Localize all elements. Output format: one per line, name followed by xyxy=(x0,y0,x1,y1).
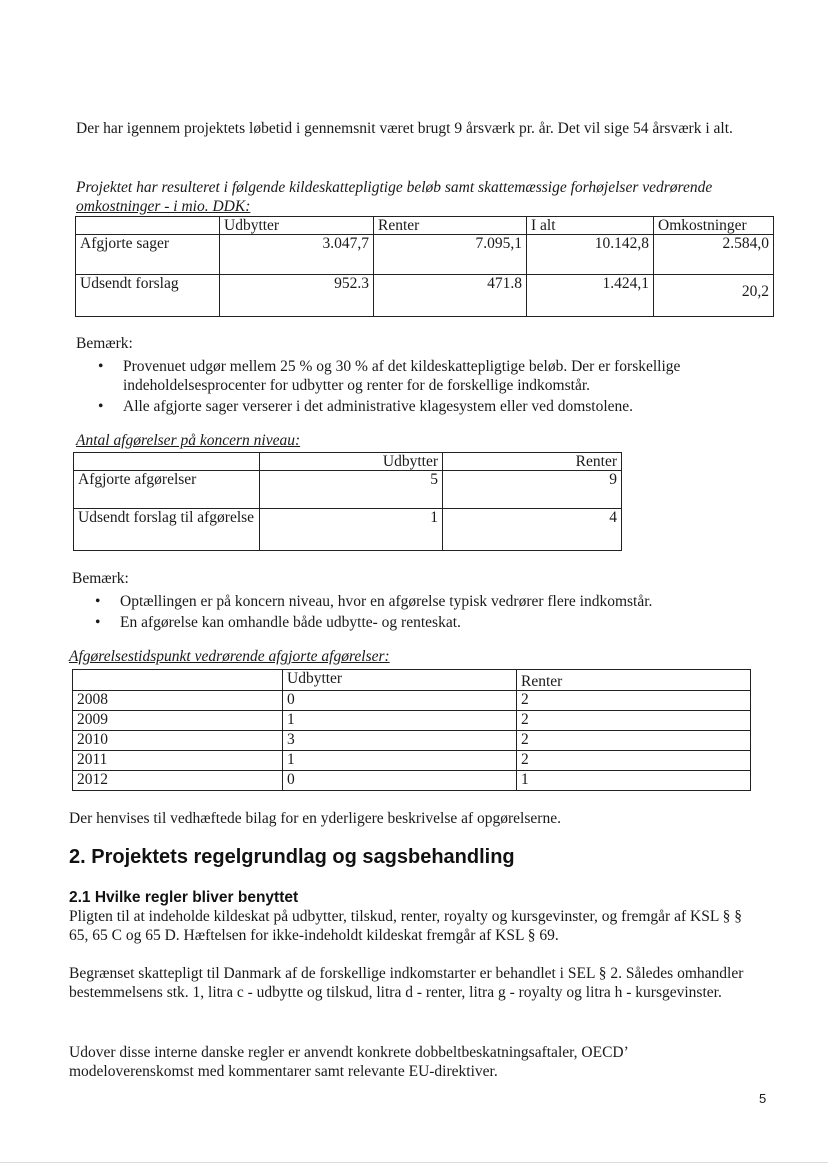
table-header-cell: Udbytter xyxy=(283,670,517,691)
table1-caption-line1: Projektet har resulteret i følgende kildeskattepligtige beløb samt skattemæssige forhøjelser vedrørende xyxy=(76,179,713,196)
table-row xyxy=(76,275,774,317)
table-header-cell xyxy=(74,453,260,471)
table-cell: 20,2 xyxy=(654,275,774,317)
table-cell: 3 xyxy=(283,731,517,751)
table-cell: 471.8 xyxy=(374,275,527,317)
subsection-heading: 2.1 Hvilke regler bliver benyttet xyxy=(69,889,299,906)
rules-paragraph-2: Begrænset skattepligt til Danmark af de forskellige indkomstarter er behandlet i SEL § 2. Således omhandler bestemmelsens stk. 1, litra c - udbytte og tilskud, litra d - renter, litra g - royalty og litra h - kursgevinster. xyxy=(69,965,744,1001)
table-cell: 2009 xyxy=(73,711,283,731)
table-header-cell: I alt xyxy=(527,217,654,235)
list-item xyxy=(98,357,768,395)
bullet-icon: • xyxy=(95,614,101,631)
table-cell: 4 xyxy=(443,509,622,551)
intro-paragraph: Der har igennem projektets løbetid i gennemsnit været brugt 9 årsværk pr. år. Det vil sige 54 årsværk i alt. xyxy=(76,120,733,137)
list-item-text: Optællingen er på koncern niveau, hvor en afgørelse typisk vedrører flere indkomstår. xyxy=(120,593,653,610)
table-cell: 5 xyxy=(260,471,443,509)
list-item-text: Provenuet udgør mellem 25 % og 30 % af det kildeskattepligtige beløb. Der er forskellige indeholdelsesprocenter for udbytter og renter for de forskellige indkomstår. xyxy=(123,358,681,394)
table-row xyxy=(73,771,751,791)
table1-caption xyxy=(76,178,786,216)
table-header-cell: Omkostninger xyxy=(654,217,774,235)
section-heading: 2. Projektets regelgrundlag og sagsbehandling xyxy=(69,846,515,868)
list-item-text: En afgørelse kan omhandle både udbytte- og renteskat. xyxy=(120,614,461,631)
table-header-cell: Renter xyxy=(443,453,622,471)
table-header-cell: Udbytter xyxy=(260,453,443,471)
table-header-cell: Udbytter xyxy=(220,217,374,235)
table-cell: 9 xyxy=(443,471,622,509)
table-row xyxy=(73,691,751,711)
table-cell: 3.047,7 xyxy=(220,235,374,275)
table3-caption: Afgørelsestidspunkt vedrørende afgjorte afgørelser: xyxy=(69,648,390,665)
table2-caption: Antal afgørelser på koncern niveau: xyxy=(76,432,301,449)
table-cell: 1.424,1 xyxy=(527,275,654,317)
table-row xyxy=(73,731,751,751)
bullet-icon: • xyxy=(98,398,104,415)
list-item xyxy=(95,613,785,632)
table-cell: Udsendt forslag xyxy=(76,275,220,317)
table-header-cell xyxy=(73,670,283,691)
table-cell: 0 xyxy=(283,691,517,711)
table-cell: 952.3 xyxy=(220,275,374,317)
table1-caption-line2: omkostninger - i mio. DDK: xyxy=(76,198,251,215)
table-header-cell xyxy=(76,217,220,235)
table-cell: Afgjorte afgørelser xyxy=(74,471,260,509)
table-header-cell: Renter xyxy=(374,217,527,235)
table-cell: 2010 xyxy=(73,731,283,751)
timing-table xyxy=(72,669,751,791)
table-cell: 2011 xyxy=(73,751,283,771)
rules-paragraph-1: Pligten til at indeholde kildeskat på udbytter, tilskud, renter, royalty og kursgevinster, og fremgår af KSL § § 65, 65 C og 65 D. Hæftelsen for ikke-indeholdt kildeskat fremgår af KSL § 69. xyxy=(69,908,742,944)
table-row xyxy=(73,711,751,731)
table-header-cell: Renter xyxy=(517,670,751,691)
table-cell: 10.142,8 xyxy=(527,235,654,275)
table-cell: 2 xyxy=(517,711,751,731)
note1-title: Bemærk: xyxy=(76,335,133,352)
table-cell: 2 xyxy=(517,751,751,771)
note2-list xyxy=(95,592,785,632)
list-item-text: Alle afgjorte sager verserer i det administrative klagesystem eller ved domstolene. xyxy=(123,398,634,415)
table-header-row xyxy=(74,453,622,471)
table-cell: 1 xyxy=(283,751,517,771)
list-item xyxy=(95,592,785,611)
table-row xyxy=(74,471,622,509)
table-cell: 1 xyxy=(517,771,751,791)
table-cell: 1 xyxy=(283,711,517,731)
page-bottom-divider xyxy=(0,1162,828,1163)
decisions-table xyxy=(73,452,622,551)
table-header-row xyxy=(76,217,774,235)
page-number: 5 xyxy=(759,1091,767,1106)
table-header-row xyxy=(73,670,751,691)
table-cell: 2 xyxy=(517,691,751,711)
table-cell: 2008 xyxy=(73,691,283,711)
table-row xyxy=(76,235,774,275)
table-cell: Afgjorte sager xyxy=(76,235,220,275)
results-table xyxy=(75,216,774,317)
table-cell: 7.095,1 xyxy=(374,235,527,275)
bullet-icon: • xyxy=(98,358,104,375)
table-cell: 1 xyxy=(260,509,443,551)
table-cell: 2 xyxy=(517,731,751,751)
rules-paragraph-3: Udover disse interne danske regler er anvendt konkrete dobbeltbeskatningsaftaler, OECD’ modeloverenskomst med kommentarer samt relevante EU-direktiver. xyxy=(69,1044,628,1080)
table-row xyxy=(73,751,751,771)
note1-list xyxy=(98,357,768,416)
table-cell: 2012 xyxy=(73,771,283,791)
note2-title: Bemærk: xyxy=(72,570,129,587)
table-cell: 2.584,0 xyxy=(654,235,774,275)
table-row xyxy=(74,509,622,551)
reference-paragraph: Der henvises til vedhæftede bilag for en yderligere beskrivelse af opgørelserne. xyxy=(69,810,561,827)
list-item xyxy=(98,397,768,416)
table-cell: 0 xyxy=(283,771,517,791)
table-cell: Udsendt forslag til afgørelse xyxy=(74,509,260,551)
bullet-icon: • xyxy=(95,593,101,610)
